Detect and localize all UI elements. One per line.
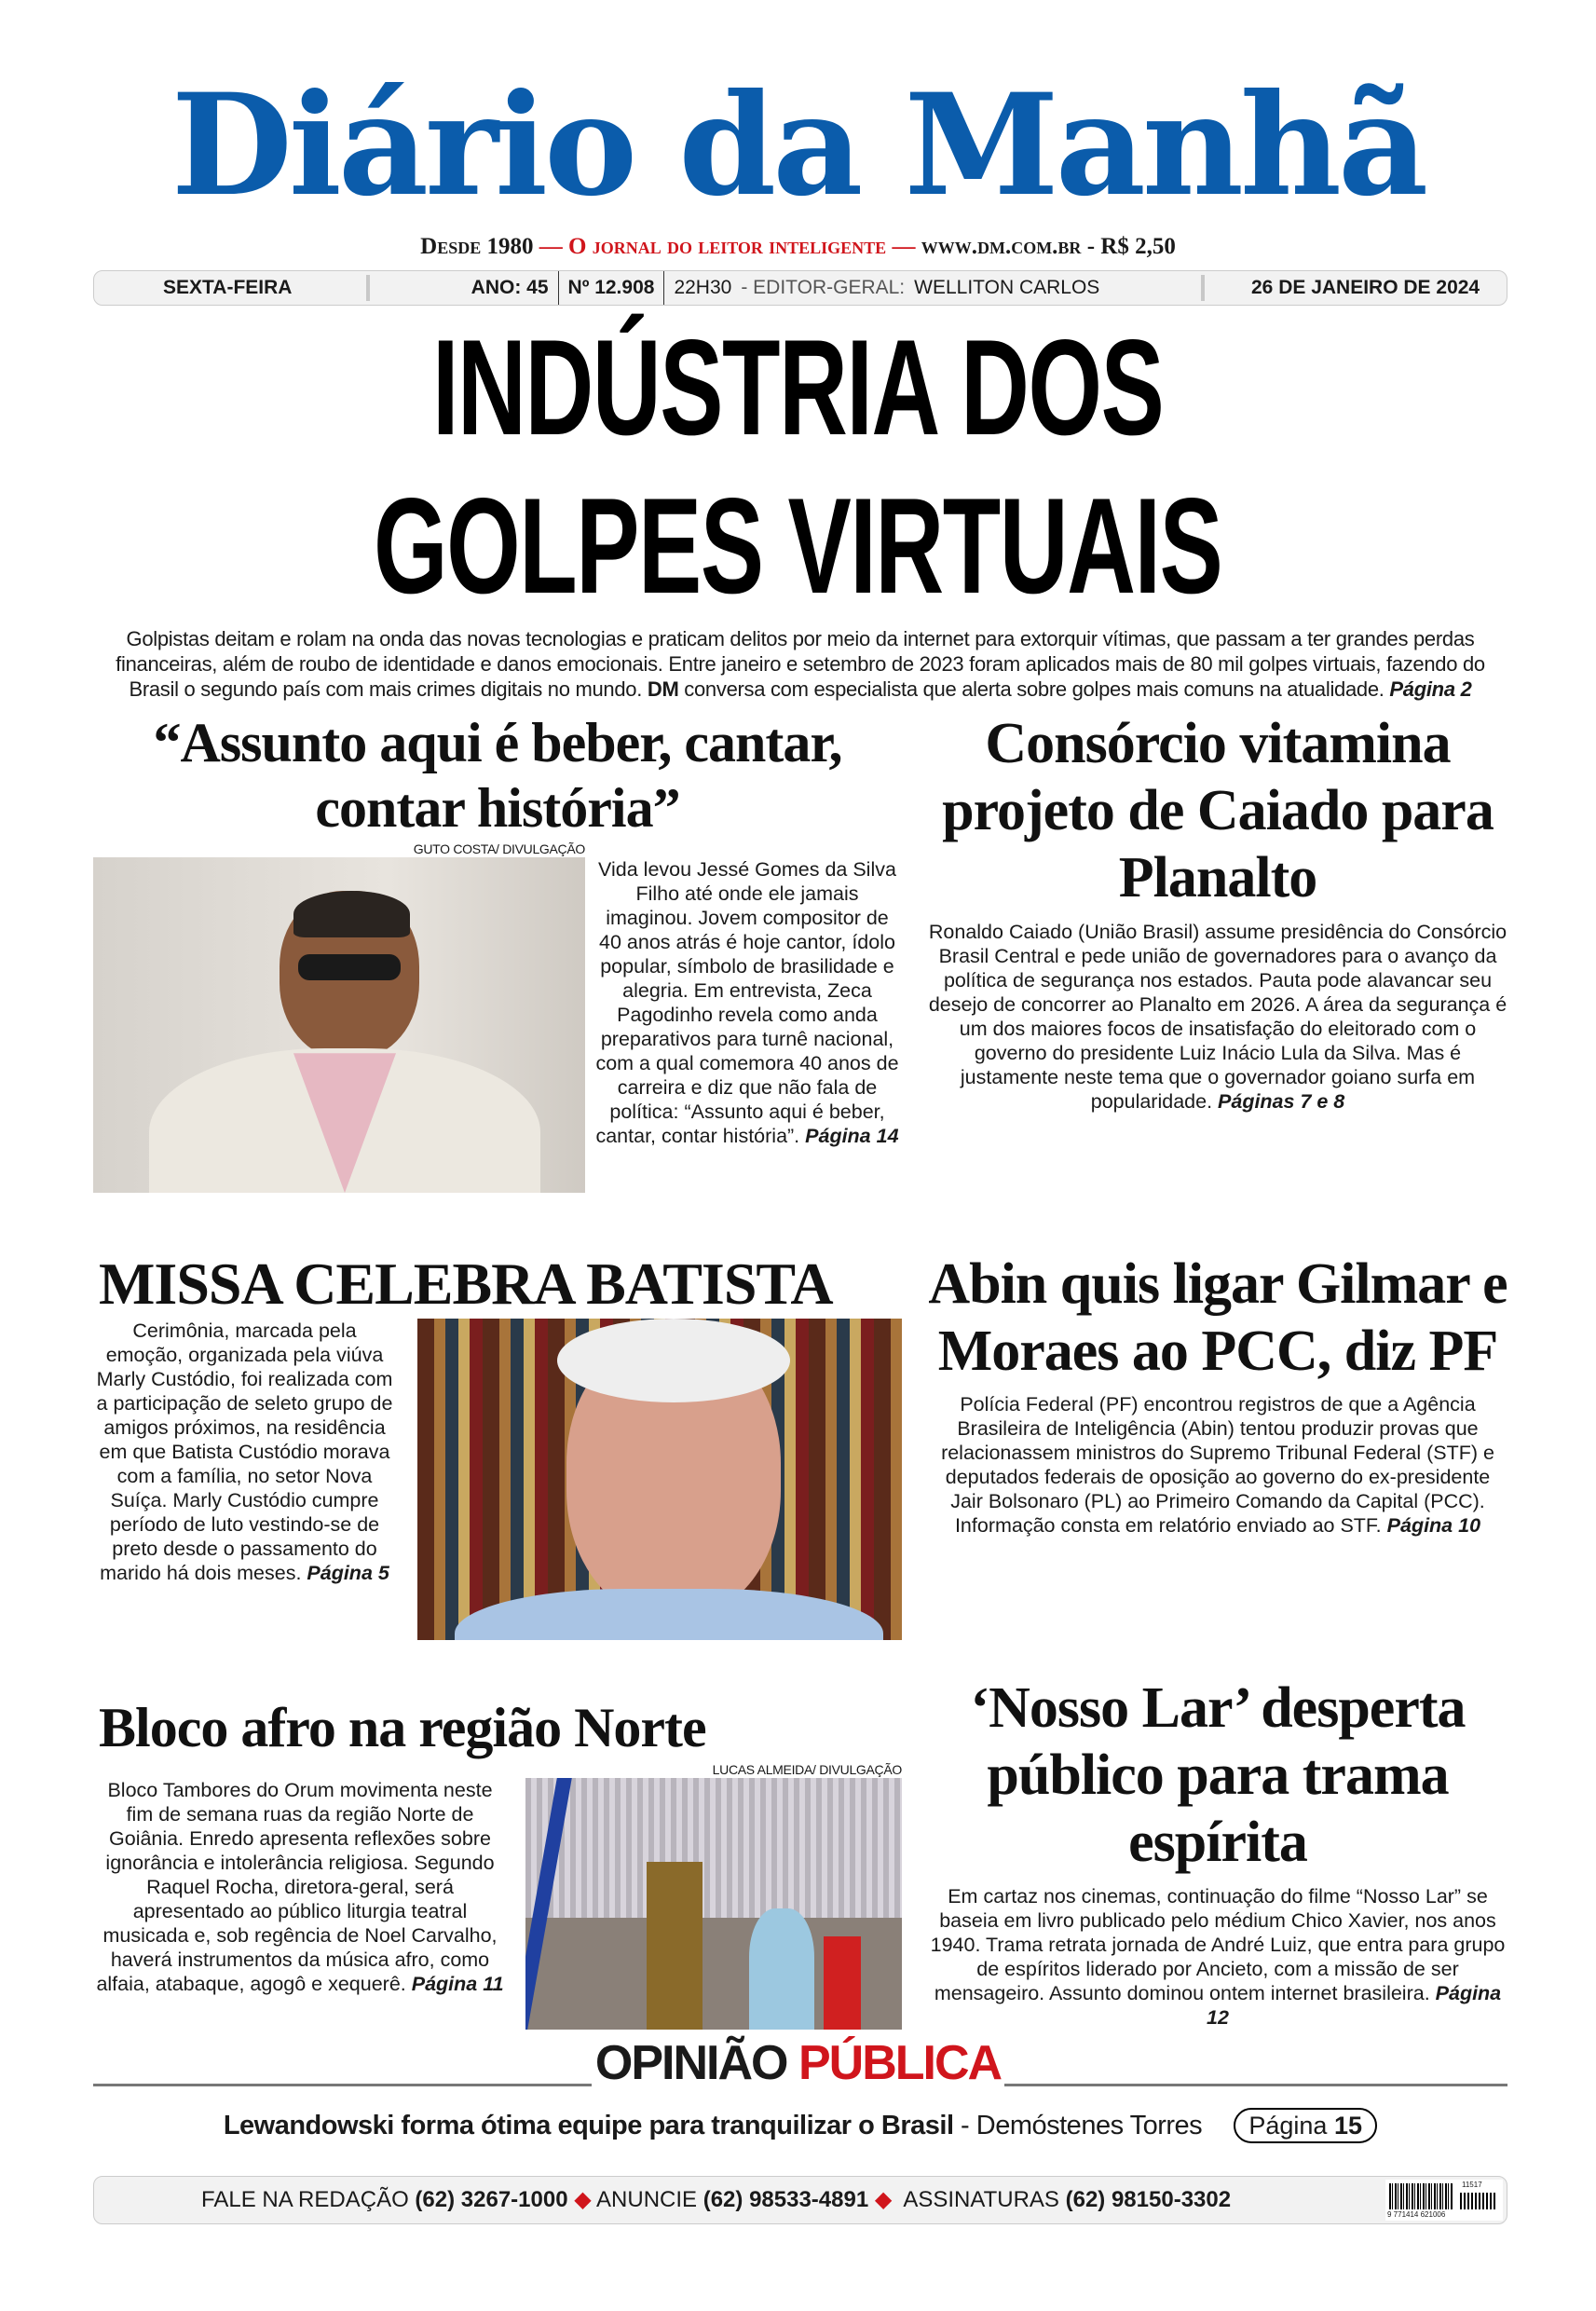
time: 22H30 bbox=[663, 271, 731, 305]
diamond-icon: ◆ bbox=[874, 2187, 893, 2212]
bloco-photo[interactable] bbox=[525, 1778, 902, 2030]
caiado-story bbox=[928, 711, 1507, 1114]
editor-name: WELLITON CARLOS bbox=[914, 277, 1100, 298]
masthead-logo: Diário da Manhã bbox=[171, 63, 1425, 227]
page-ref[interactable]: Página 12 bbox=[1207, 1982, 1502, 2029]
zeca-story bbox=[93, 711, 902, 1193]
tagline bbox=[0, 233, 1596, 261]
divider bbox=[366, 275, 370, 301]
page-ref[interactable]: Página 10 bbox=[1386, 1514, 1481, 1538]
zeca-body: Vida levou Jessé Gomes da Silva Filho até onde ele jamais imaginou. Jovem compositor de 40 anos atrás é hoje cantor, ídolo popular, símbolo de brasilidade e alegria. Em entrevista, Zeca Pagodinho revela como anda preparativos para turnê nacional, com a qual comemora 40 anos de carreira e diz que não fala de política: “Assunto aqui é beber, cantar, contar história”. Página 14 bbox=[595, 858, 899, 1148]
nossolar-story bbox=[928, 1675, 1507, 2030]
divider bbox=[1201, 275, 1205, 301]
nossolar-headline[interactable]: ‘Nosso Lar’ desperta público para trama espírita bbox=[970, 1676, 1466, 1875]
abin-story bbox=[928, 1251, 1507, 1538]
photo-credit: LUCAS ALMEIDA/ DIVULGAÇÃO bbox=[712, 1761, 902, 1777]
lead-headline-line2[interactable]: GOLPES VIRTUAIS bbox=[374, 470, 1222, 622]
photo-credit: GUTO COSTA/ DIVULGAÇÃO bbox=[413, 841, 585, 857]
diamond-icon: ◆ bbox=[574, 2187, 592, 2212]
abin-body: Polícia Federal (PF) encontrou registros de que a Agência Brasileira de Inteligência (Abin) tentou produzir provas que relacionassem ministros do Supremo Tribunal Federal (STF) e deputados federais de oposição ao governo do ex-presidente Jair Bolsonaro (PL) ao Primeiro Comando da Capital (PCC). Informação consta em relatório enviado ao STF. Página 10 bbox=[941, 1393, 1494, 1538]
caiado-headline[interactable]: Consórcio vitamina projeto de Caiado para Planalto bbox=[942, 712, 1494, 909]
zeca-headline[interactable]: “Assunto aqui é beber, cantar, contar história” bbox=[153, 712, 842, 839]
lead-deck: Golpistas deitam e rolam na onda das novas tecnologias e praticam delitos por meio da internet para extorquir vítimas, que passam a ter grandes perdas financeiras, além de roubo de identidade e danos emocionais. Entre janeiro e setembro de 2023 foram aplicados mais de 80 mil golpes virtuais, fazendo do Brasil o segundo país com mais crimes digitais no mundo. DM conversa com especialista que alerta sobre golpes mais comuns na atualidade. Página 2 bbox=[116, 627, 1485, 701]
missa-story bbox=[93, 1250, 902, 1640]
page-ref[interactable]: Página 2 bbox=[1389, 677, 1472, 701]
contacts: FALE NA REDAÇÃO (62) 3267-1000 ◆ ANUNCIE (62) 98533-4891 ◆ ASSINATURAS (62) 98150-3302 bbox=[201, 2187, 1232, 2212]
website-link[interactable]: www.dm.com.br bbox=[921, 234, 1082, 259]
dash: — bbox=[533, 234, 568, 259]
bloco-story bbox=[93, 1696, 902, 2030]
lead-headline-line1[interactable]: INDÚSTRIA DOS bbox=[432, 311, 1164, 463]
missa-headline[interactable]: MISSA CELEBRA BATISTA bbox=[99, 1250, 833, 1317]
opinion-page-button[interactable]: Página 15 bbox=[1234, 2108, 1377, 2143]
date: 26 DE JANEIRO DE 2024 bbox=[1251, 277, 1480, 298]
zeca-photo[interactable] bbox=[93, 857, 585, 1193]
page-ref[interactable]: Páginas 7 e 8 bbox=[1218, 1089, 1345, 1113]
price: - R$ 2,50 bbox=[1081, 234, 1176, 259]
barcode bbox=[1385, 2180, 1503, 2221]
opinion-row bbox=[93, 2108, 1507, 2143]
since: Desde 1980 bbox=[420, 234, 534, 259]
footer-bar bbox=[93, 2176, 1507, 2224]
motto: O jornal do leitor inteligente bbox=[568, 234, 887, 259]
opinion-item[interactable]: Lewandowski forma ótima equipe para tranquilizar o Brasil - Demóstenes Torres bbox=[223, 2111, 1203, 2140]
dash: — bbox=[886, 234, 921, 259]
caiado-body: Ronaldo Caiado (União Brasil) assume presidência do Consórcio Brasil Central e pede união de governadores para o avanço da política de segurança nos estados. Pauta pode alavancar seu desejo de concorrer ao Planalto em 2026. A área da segurança é um dos maiores focos de insatisfação do eleitorado com o governo do presidente Luiz Inácio Lula da Silva. Mas é justamente neste tema que o governador goiano surfa em popularidade. Páginas 7 e 8 bbox=[928, 920, 1507, 1113]
issue-number: Nº 12.908 bbox=[558, 271, 655, 305]
opinion-title: OPINIÃO PÚBLICA bbox=[0, 2035, 1596, 2091]
editor-label: - EDITOR-GERAL: bbox=[741, 277, 906, 298]
left-column bbox=[93, 711, 902, 2030]
nossolar-body: Em cartaz nos cinemas, continuação do filme “Nosso Lar” se baseia em livro publicado pelo médium Chico Xavier, nos anos 1940. Trama retrata jornada de André Luiz, que entra para grupo de espíritos liderado por Ancieto, com a missão de ser mensageiro. Assunto dominou ontem internet brasileira. Página 12 bbox=[930, 1885, 1506, 2029]
info-bar bbox=[93, 270, 1507, 306]
abin-headline[interactable]: Abin quis ligar Gilmar e Moraes ao PCC, diz PF bbox=[928, 1251, 1507, 1383]
issue-info bbox=[374, 271, 1197, 305]
barcode-code: 11517 bbox=[1462, 2181, 1482, 2189]
weekday: SEXTA-FEIRA bbox=[163, 277, 293, 298]
right-column bbox=[928, 711, 1507, 2030]
missa-body: Cerimônia, marcada pela emoção, organizada pela viúva Marly Custódio, foi realizada com a participação de seleto grupo de amigos próximos, na residência em que Batista Custódio morava com a família, no setor Nova Suíça. Marly Custódio cumpre período de luto vestindo-se de preto desde o passamento do marido há dois meses. Página 5 bbox=[96, 1319, 393, 1584]
page-ref[interactable]: Página 14 bbox=[805, 1125, 899, 1148]
bloco-body: Bloco Tambores do Orum movimenta neste fim de semana ruas da região Norte de Goiânia. Enredo apresenta reflexões sobre ignorância e intolerância religiosa. Segundo Raquel Rocha, diretora-geral, será apresentado ao público liturgia teatral musicada e, sob regência de Noel Carvalho, haverá instrumentos da música afro, como alfaia, atabaque, agogô e xequerê. Página 11 bbox=[96, 1778, 504, 1995]
batista-photo[interactable] bbox=[417, 1319, 902, 1640]
year: ANO: 45 bbox=[471, 277, 549, 298]
page-ref[interactable]: Página 11 bbox=[411, 1972, 504, 1995]
page-ref[interactable]: Página 5 bbox=[307, 1561, 389, 1584]
barcode-number: 9 771414 621006 bbox=[1387, 2210, 1446, 2219]
main-content bbox=[93, 626, 1507, 2030]
bloco-headline[interactable]: Bloco afro na região Norte bbox=[99, 1697, 706, 1759]
